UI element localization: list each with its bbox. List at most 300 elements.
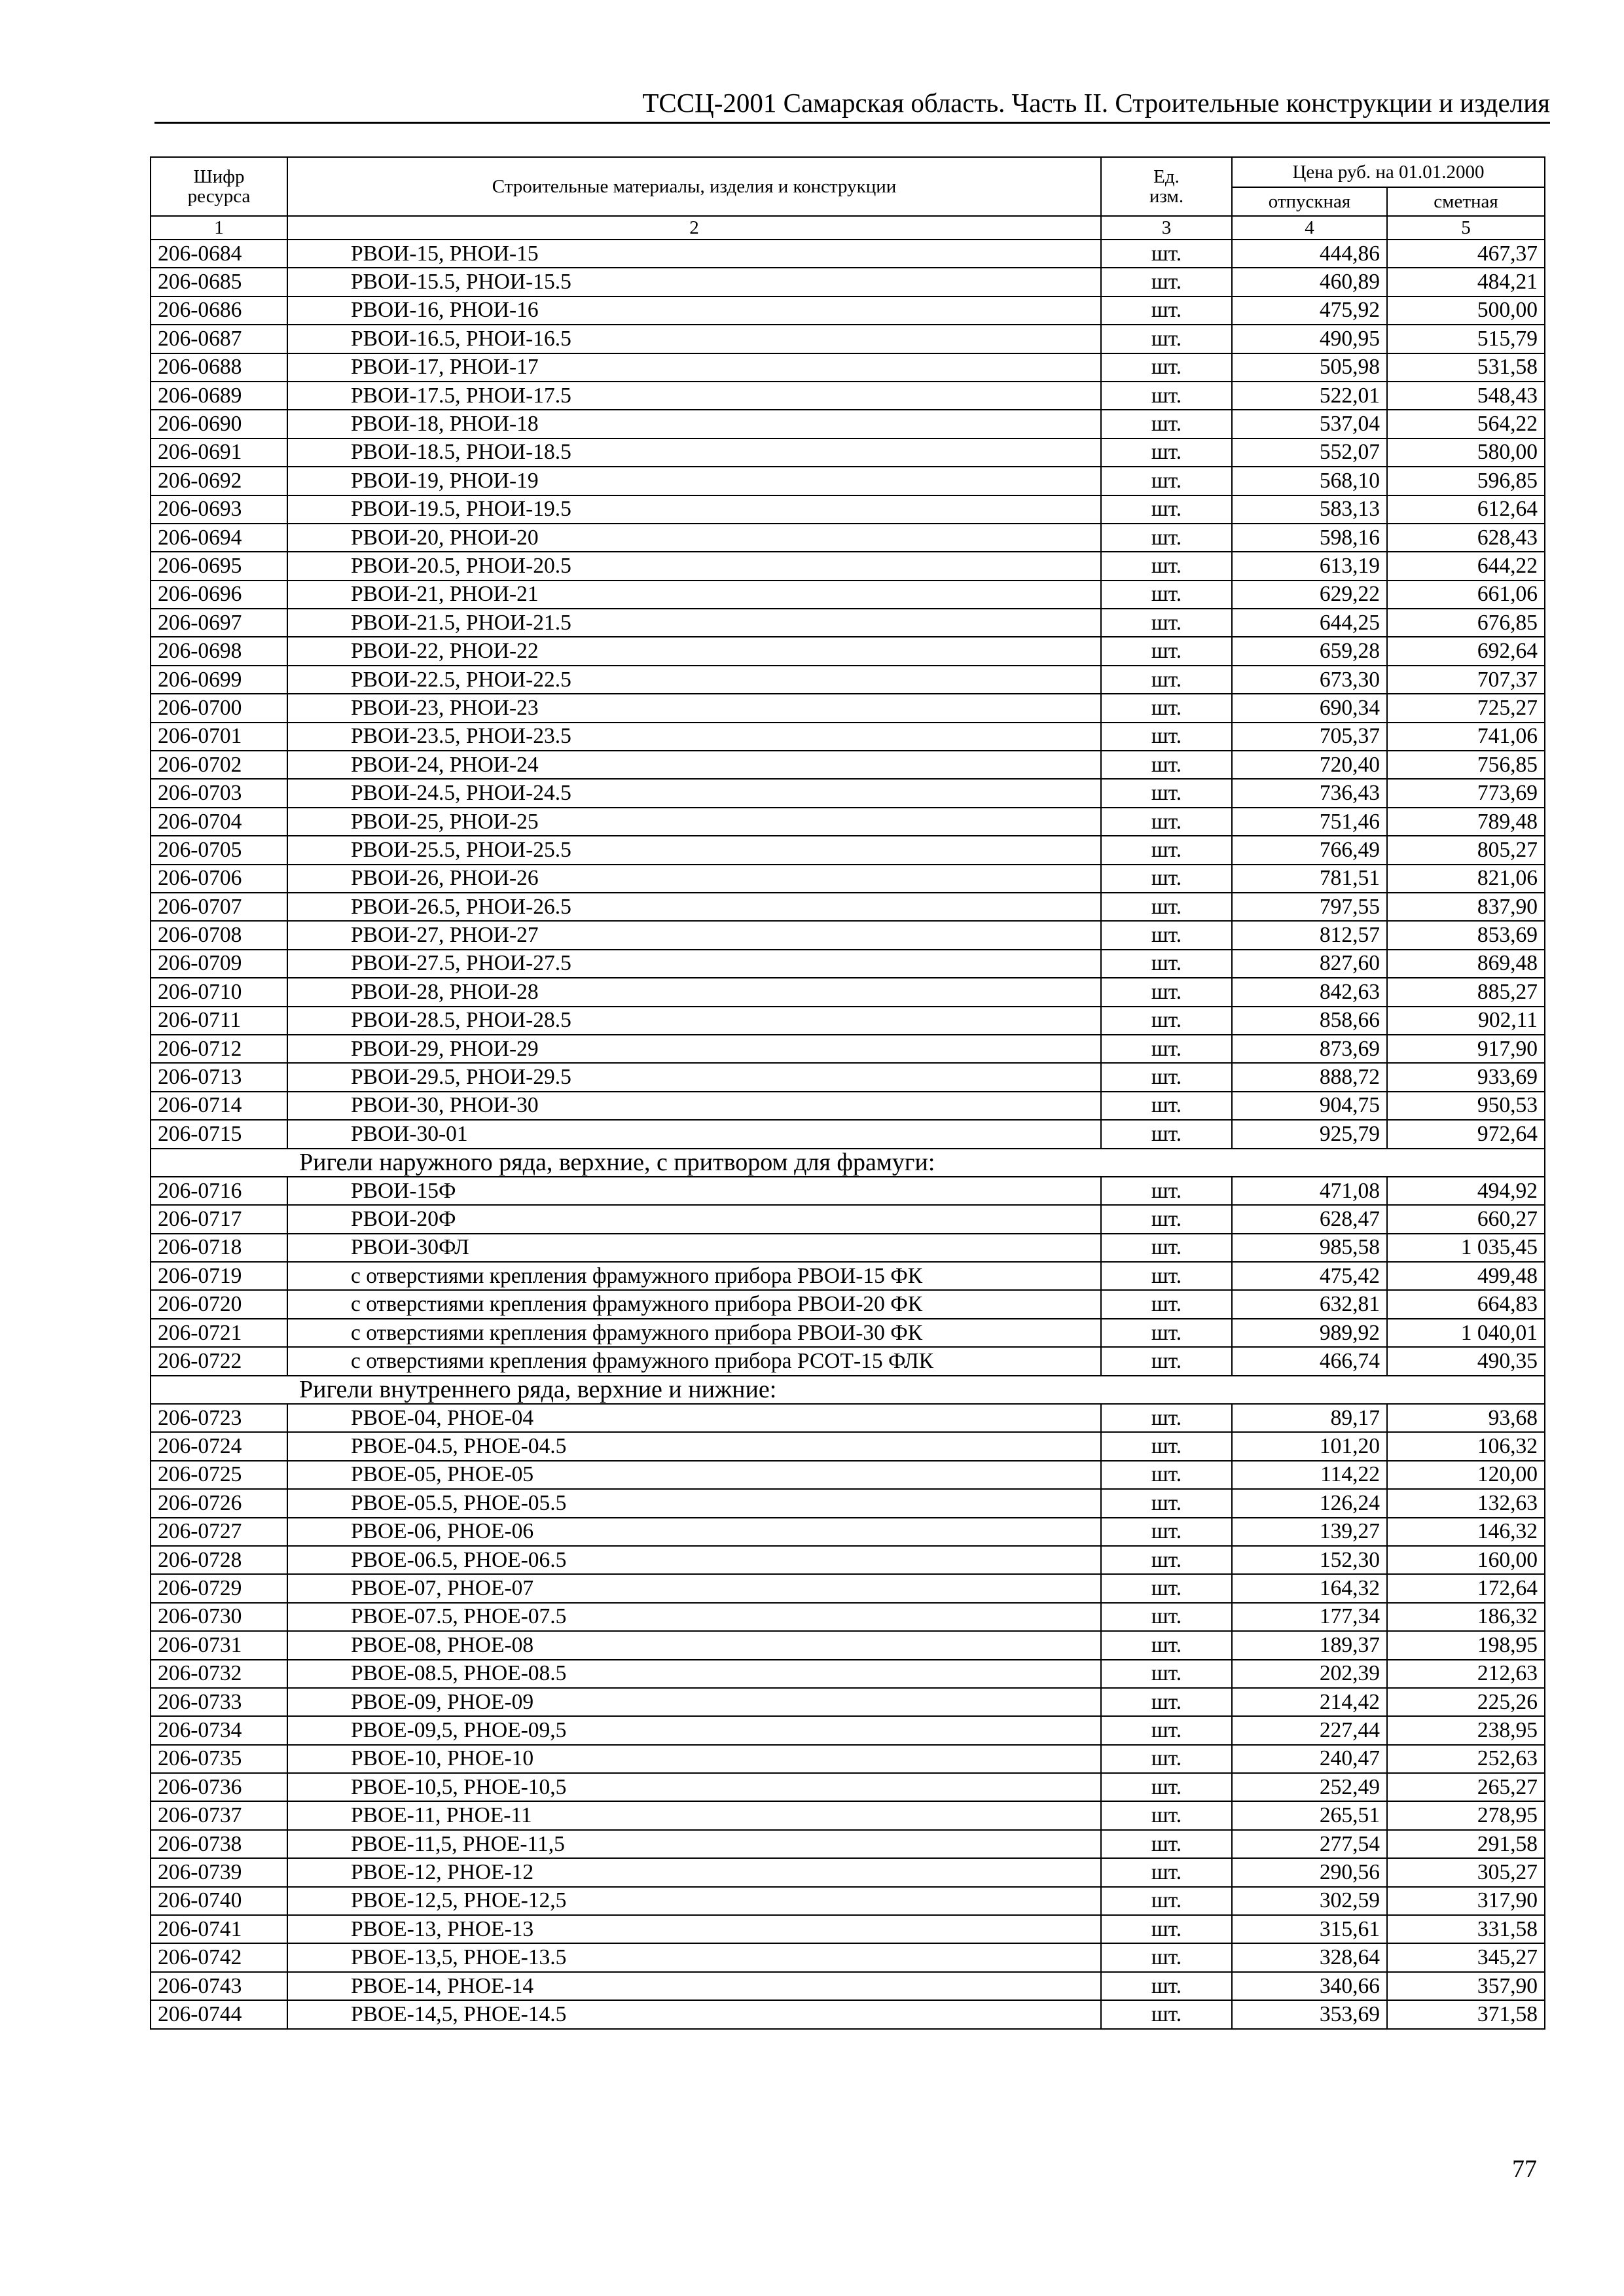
resource-code: 206-0721 — [151, 1319, 287, 1347]
estimate-price: 132,63 — [1387, 1489, 1545, 1517]
unit: шт. — [1101, 1858, 1232, 1886]
release-price: 598,16 — [1232, 524, 1387, 552]
unit: шт. — [1101, 240, 1232, 268]
release-price: 736,43 — [1232, 779, 1387, 807]
estimate-price: 885,27 — [1387, 978, 1545, 1006]
col-number: 3 — [1101, 216, 1232, 240]
release-price: 471,08 — [1232, 1177, 1387, 1205]
unit: шт. — [1101, 524, 1232, 552]
estimate-price: 146,32 — [1387, 1518, 1545, 1546]
unit: шт. — [1101, 296, 1232, 325]
item-name: РВОИ-29, РНОИ-29 — [287, 1035, 1101, 1063]
unit: шт. — [1101, 1404, 1232, 1432]
table-row — [151, 1716, 1545, 1744]
resource-code: 206-0730 — [151, 1603, 287, 1631]
resource-code: 206-0700 — [151, 694, 287, 722]
unit: шт. — [1101, 353, 1232, 382]
col-code-label: Шифр ресурса — [187, 166, 251, 207]
item-name: РВОИ-21.5, РНОИ-21.5 — [287, 609, 1101, 637]
estimate-price: 741,06 — [1387, 723, 1545, 751]
price-table — [150, 156, 1545, 2030]
release-price: 290,56 — [1232, 1858, 1387, 1886]
item-name: РВОИ-19.5, РНОИ-19.5 — [287, 495, 1101, 524]
estimate-price: 331,58 — [1387, 1915, 1545, 1943]
release-price: 629,22 — [1232, 581, 1387, 609]
resource-code: 206-0720 — [151, 1290, 287, 1318]
resource-code: 206-0717 — [151, 1205, 287, 1233]
unit: шт. — [1101, 808, 1232, 836]
col-unit-header — [1101, 157, 1232, 216]
unit: шт. — [1101, 325, 1232, 353]
unit: шт. — [1101, 1915, 1232, 1943]
item-name: РВОИ-28, РНОИ-28 — [287, 978, 1101, 1006]
unit: шт. — [1101, 1063, 1232, 1091]
table-row — [151, 808, 1545, 836]
item-name: РВОИ-22, РНОИ-22 — [287, 637, 1101, 665]
release-price: 460,89 — [1232, 268, 1387, 296]
table-row — [151, 467, 1545, 495]
release-price: 202,39 — [1232, 1660, 1387, 1688]
unit: шт. — [1101, 552, 1232, 580]
resource-code: 206-0693 — [151, 495, 287, 524]
unit: шт. — [1101, 1205, 1232, 1233]
unit: шт. — [1101, 1262, 1232, 1290]
resource-code: 206-0719 — [151, 1262, 287, 1290]
resource-code: 206-0685 — [151, 268, 287, 296]
table-row — [151, 950, 1545, 978]
page-number: 77 — [1512, 2155, 1537, 2183]
release-price: 177,34 — [1232, 1603, 1387, 1631]
unit: шт. — [1101, 495, 1232, 524]
table-row — [151, 1262, 1545, 1290]
unit: шт. — [1101, 1887, 1232, 1915]
table-row — [151, 694, 1545, 722]
item-name: РВОЕ-12,5, РНОЕ-12,5 — [287, 1887, 1101, 1915]
table-row — [151, 1205, 1545, 1233]
item-name: с отверстиями крепления фрамужного прибора РСОТ-15 ФЛК — [287, 1347, 1101, 1375]
release-price: 766,49 — [1232, 836, 1387, 864]
section-row — [151, 1149, 1545, 1177]
item-name: РВОЕ-07, РНОЕ-07 — [287, 1574, 1101, 1602]
resource-code: 206-0714 — [151, 1092, 287, 1120]
resource-code: 206-0691 — [151, 439, 287, 467]
running-header: ТССЦ-2001 Самарская область. Часть II. Строительные конструкции и изделия — [154, 84, 1550, 124]
estimate-price: 484,21 — [1387, 268, 1545, 296]
table-row — [151, 1461, 1545, 1489]
release-price: 466,74 — [1232, 1347, 1387, 1375]
release-price: 505,98 — [1232, 353, 1387, 382]
resource-code: 206-0698 — [151, 637, 287, 665]
estimate-price: 120,00 — [1387, 1461, 1545, 1489]
item-name: РВОИ-25, РНОИ-25 — [287, 808, 1101, 836]
col-number: 2 — [287, 216, 1101, 240]
resource-code: 206-0722 — [151, 1347, 287, 1375]
item-name: РВОИ-27, РНОИ-27 — [287, 921, 1101, 949]
item-name: РВОИ-17, РНОИ-17 — [287, 353, 1101, 382]
table-row — [151, 1688, 1545, 1716]
estimate-price: 676,85 — [1387, 609, 1545, 637]
item-name: РВОИ-24.5, РНОИ-24.5 — [287, 779, 1101, 807]
unit: шт. — [1101, 1660, 1232, 1688]
estimate-price: 198,95 — [1387, 1631, 1545, 1659]
table-row — [151, 865, 1545, 893]
resource-code: 206-0688 — [151, 353, 287, 382]
section-row — [151, 1376, 1545, 1404]
release-price: 552,07 — [1232, 439, 1387, 467]
table-row — [151, 836, 1545, 864]
unit: шт. — [1101, 439, 1232, 467]
item-name: РВОЕ-09,5, РНОЕ-09,5 — [287, 1716, 1101, 1744]
item-name: РВОИ-15Ф — [287, 1177, 1101, 1205]
unit: шт. — [1101, 1120, 1232, 1148]
resource-code: 206-0699 — [151, 666, 287, 694]
table-row — [151, 1063, 1545, 1091]
resource-code: 206-0709 — [151, 950, 287, 978]
estimate-price: 933,69 — [1387, 1063, 1545, 1091]
resource-code: 206-0695 — [151, 552, 287, 580]
release-price: 659,28 — [1232, 637, 1387, 665]
item-name: РВОИ-20Ф — [287, 1205, 1101, 1233]
unit: шт. — [1101, 1546, 1232, 1574]
unit: шт. — [1101, 1347, 1232, 1375]
item-name: РВОИ-25.5, РНОИ-25.5 — [287, 836, 1101, 864]
resource-code: 206-0736 — [151, 1773, 287, 1801]
unit: шт. — [1101, 1603, 1232, 1631]
release-price: 139,27 — [1232, 1518, 1387, 1546]
resource-code: 206-0705 — [151, 836, 287, 864]
resource-code: 206-0692 — [151, 467, 287, 495]
estimate-price: 500,00 — [1387, 296, 1545, 325]
table-row — [151, 1432, 1545, 1460]
col-price-header: Цена руб. на 01.01.2000 — [1232, 157, 1545, 187]
release-price: 302,59 — [1232, 1887, 1387, 1915]
unit: шт. — [1101, 1773, 1232, 1801]
table-row — [151, 1177, 1545, 1205]
release-price: 720,40 — [1232, 751, 1387, 779]
col-release-header: отпускная — [1232, 187, 1387, 216]
table-row — [151, 1887, 1545, 1915]
estimate-price: 707,37 — [1387, 666, 1545, 694]
resource-code: 206-0741 — [151, 1915, 287, 1943]
release-price: 904,75 — [1232, 1092, 1387, 1120]
item-name: РВОЕ-05, РНОЕ-05 — [287, 1461, 1101, 1489]
item-name: РВОИ-22.5, РНОИ-22.5 — [287, 666, 1101, 694]
table-row — [151, 524, 1545, 552]
unit: шт. — [1101, 666, 1232, 694]
estimate-price: 660,27 — [1387, 1205, 1545, 1233]
release-price: 690,34 — [1232, 694, 1387, 722]
release-price: 628,47 — [1232, 1205, 1387, 1233]
release-price: 214,42 — [1232, 1688, 1387, 1716]
resource-code: 206-0711 — [151, 1007, 287, 1035]
estimate-price: 756,85 — [1387, 751, 1545, 779]
resource-code: 206-0696 — [151, 581, 287, 609]
unit: шт. — [1101, 467, 1232, 495]
estimate-price: 821,06 — [1387, 865, 1545, 893]
item-name: с отверстиями крепления фрамужного прибора РВОИ-15 ФК — [287, 1262, 1101, 1290]
item-name: РВОИ-19, РНОИ-19 — [287, 467, 1101, 495]
release-price: 613,19 — [1232, 552, 1387, 580]
table-row — [151, 2000, 1545, 2028]
estimate-price: 531,58 — [1387, 353, 1545, 382]
estimate-price: 596,85 — [1387, 467, 1545, 495]
resource-code: 206-0708 — [151, 921, 287, 949]
table-row — [151, 296, 1545, 325]
resource-code: 206-0697 — [151, 609, 287, 637]
resource-code: 206-0724 — [151, 1432, 287, 1460]
estimate-price: 515,79 — [1387, 325, 1545, 353]
resource-code: 206-0701 — [151, 723, 287, 751]
unit: шт. — [1101, 694, 1232, 722]
estimate-price: 93,68 — [1387, 1404, 1545, 1432]
unit: шт. — [1101, 1745, 1232, 1773]
release-price: 568,10 — [1232, 467, 1387, 495]
estimate-price: 494,92 — [1387, 1177, 1545, 1205]
estimate-price: 664,83 — [1387, 1290, 1545, 1318]
item-name: РВОИ-17.5, РНОИ-17.5 — [287, 382, 1101, 410]
table-row — [151, 382, 1545, 410]
resource-code: 206-0738 — [151, 1830, 287, 1858]
table-row — [151, 1518, 1545, 1546]
col-unit-label: Ед. изм. — [1149, 166, 1184, 207]
release-price: 632,81 — [1232, 1290, 1387, 1318]
resource-code: 206-0729 — [151, 1574, 287, 1602]
resource-code: 206-0731 — [151, 1631, 287, 1659]
resource-code: 206-0694 — [151, 524, 287, 552]
resource-code: 206-0739 — [151, 1858, 287, 1886]
table-row — [151, 751, 1545, 779]
estimate-price: 773,69 — [1387, 779, 1545, 807]
table-row — [151, 779, 1545, 807]
estimate-price: 564,22 — [1387, 410, 1545, 438]
release-price: 858,66 — [1232, 1007, 1387, 1035]
item-name: РВОИ-26.5, РНОИ-26.5 — [287, 893, 1101, 921]
estimate-price: 950,53 — [1387, 1092, 1545, 1120]
table-row — [151, 1830, 1545, 1858]
resource-code: 206-0723 — [151, 1404, 287, 1432]
unit: шт. — [1101, 1035, 1232, 1063]
item-name: РВОЕ-11,5, РНОЕ-11,5 — [287, 1830, 1101, 1858]
estimate-price: 612,64 — [1387, 495, 1545, 524]
release-price: 101,20 — [1232, 1432, 1387, 1460]
col-number: 4 — [1232, 216, 1387, 240]
table-body — [151, 157, 1545, 2029]
release-price: 252,49 — [1232, 1773, 1387, 1801]
estimate-price: 628,43 — [1387, 524, 1545, 552]
estimate-price: 305,27 — [1387, 1858, 1545, 1886]
table-row — [151, 353, 1545, 382]
release-price: 89,17 — [1232, 1404, 1387, 1432]
estimate-price: 172,64 — [1387, 1574, 1545, 1602]
table-row — [151, 1120, 1545, 1148]
resource-code: 206-0716 — [151, 1177, 287, 1205]
estimate-price: 291,58 — [1387, 1830, 1545, 1858]
item-name: РВОЕ-14, РНОЕ-14 — [287, 1972, 1101, 2000]
unit: шт. — [1101, 836, 1232, 864]
unit: шт. — [1101, 1830, 1232, 1858]
table-row — [151, 581, 1545, 609]
unit: шт. — [1101, 723, 1232, 751]
estimate-price: 725,27 — [1387, 694, 1545, 722]
release-price: 673,30 — [1232, 666, 1387, 694]
col-code-header — [151, 157, 287, 216]
release-price: 827,60 — [1232, 950, 1387, 978]
table-row — [151, 1943, 1545, 1971]
item-name: РВОИ-28.5, РНОИ-28.5 — [287, 1007, 1101, 1035]
item-name: РВОИ-23.5, РНОИ-23.5 — [287, 723, 1101, 751]
unit: шт. — [1101, 1234, 1232, 1262]
item-name: РВОЕ-13, РНОЕ-13 — [287, 1915, 1101, 1943]
release-price: 888,72 — [1232, 1063, 1387, 1091]
unit: шт. — [1101, 1461, 1232, 1489]
table-row — [151, 495, 1545, 524]
item-name: РВОЕ-14,5, РНОЕ-14.5 — [287, 2000, 1101, 2028]
unit: шт. — [1101, 893, 1232, 921]
estimate-price: 357,90 — [1387, 1972, 1545, 2000]
estimate-price: 490,35 — [1387, 1347, 1545, 1375]
unit: шт. — [1101, 1972, 1232, 2000]
unit: шт. — [1101, 1688, 1232, 1716]
resource-code: 206-0689 — [151, 382, 287, 410]
table-row — [151, 1092, 1545, 1120]
release-price: 583,13 — [1232, 495, 1387, 524]
item-name: РВОЕ-11, РНОЕ-11 — [287, 1801, 1101, 1829]
unit: шт. — [1101, 1432, 1232, 1460]
resource-code: 206-0686 — [151, 296, 287, 325]
item-name: РВОИ-18.5, РНОИ-18.5 — [287, 439, 1101, 467]
unit: шт. — [1101, 1092, 1232, 1120]
item-name: РВОИ-16.5, РНОИ-16.5 — [287, 325, 1101, 353]
unit: шт. — [1101, 1716, 1232, 1744]
unit: шт. — [1101, 865, 1232, 893]
release-price: 152,30 — [1232, 1546, 1387, 1574]
resource-code: 206-0706 — [151, 865, 287, 893]
item-name: РВОЕ-08.5, РНОЕ-08.5 — [287, 1660, 1101, 1688]
unit: шт. — [1101, 1290, 1232, 1318]
table-row — [151, 1972, 1545, 2000]
header-row — [151, 157, 1545, 187]
item-name: РВОИ-20, РНОИ-20 — [287, 524, 1101, 552]
unit: шт. — [1101, 751, 1232, 779]
table-row — [151, 268, 1545, 296]
resource-code: 206-0690 — [151, 410, 287, 438]
estimate-price: 252,63 — [1387, 1745, 1545, 1773]
table-row — [151, 978, 1545, 1006]
table-row — [151, 1290, 1545, 1318]
resource-code: 206-0727 — [151, 1518, 287, 1546]
estimate-price: 371,58 — [1387, 2000, 1545, 2028]
item-name: РВОИ-30-01 — [287, 1120, 1101, 1148]
table-row — [151, 325, 1545, 353]
release-price: 114,22 — [1232, 1461, 1387, 1489]
unit: шт. — [1101, 382, 1232, 410]
resource-code: 206-0710 — [151, 978, 287, 1006]
release-price: 164,32 — [1232, 1574, 1387, 1602]
release-price: 227,44 — [1232, 1716, 1387, 1744]
resource-code: 206-0734 — [151, 1716, 287, 1744]
estimate-price: 805,27 — [1387, 836, 1545, 864]
estimate-price: 317,90 — [1387, 1887, 1545, 1915]
unit: шт. — [1101, 1177, 1232, 1205]
estimate-price: 238,95 — [1387, 1716, 1545, 1744]
table-row — [151, 1404, 1545, 1432]
table-row — [151, 1801, 1545, 1829]
resource-code: 206-0737 — [151, 1801, 287, 1829]
estimate-price: 186,32 — [1387, 1603, 1545, 1631]
release-price: 873,69 — [1232, 1035, 1387, 1063]
release-price: 490,95 — [1232, 325, 1387, 353]
release-price: 751,46 — [1232, 808, 1387, 836]
release-price: 985,58 — [1232, 1234, 1387, 1262]
table-row — [151, 1603, 1545, 1631]
unit: шт. — [1101, 410, 1232, 438]
table-row — [151, 723, 1545, 751]
col-name-header: Строительные материалы, изделия и конструкции — [287, 157, 1101, 216]
resource-code: 206-0740 — [151, 1887, 287, 1915]
resource-code: 206-0702 — [151, 751, 287, 779]
item-name: с отверстиями крепления фрамужного прибора РВОИ-30 ФК — [287, 1319, 1101, 1347]
table-row — [151, 1574, 1545, 1602]
resource-code: 206-0718 — [151, 1234, 287, 1262]
item-name: РВОИ-15.5, РНОИ-15.5 — [287, 268, 1101, 296]
release-price: 444,86 — [1232, 240, 1387, 268]
item-name: РВОЕ-09, РНОЕ-09 — [287, 1688, 1101, 1716]
resource-code: 206-0703 — [151, 779, 287, 807]
table-row — [151, 1660, 1545, 1688]
resource-code: 206-0732 — [151, 1660, 287, 1688]
resource-code: 206-0715 — [151, 1120, 287, 1148]
resource-code: 206-0707 — [151, 893, 287, 921]
release-price: 315,61 — [1232, 1915, 1387, 1943]
resource-code: 206-0743 — [151, 1972, 287, 2000]
item-name: РВОИ-16, РНОИ-16 — [287, 296, 1101, 325]
item-name: РВОИ-27.5, РНОИ-27.5 — [287, 950, 1101, 978]
release-price: 265,51 — [1232, 1801, 1387, 1829]
item-name: РВОЕ-08, РНОЕ-08 — [287, 1631, 1101, 1659]
estimate-price: 212,63 — [1387, 1660, 1545, 1688]
col-number: 5 — [1387, 216, 1545, 240]
table-row — [151, 439, 1545, 467]
unit: шт. — [1101, 637, 1232, 665]
item-name: РВОИ-21, РНОИ-21 — [287, 581, 1101, 609]
resource-code: 206-0735 — [151, 1745, 287, 1773]
table-row — [151, 1858, 1545, 1886]
unit: шт. — [1101, 581, 1232, 609]
estimate-price: 789,48 — [1387, 808, 1545, 836]
item-name: РВОЕ-06, РНОЕ-06 — [287, 1518, 1101, 1546]
resource-code: 206-0687 — [151, 325, 287, 353]
table-row — [151, 1319, 1545, 1347]
resource-code: 206-0726 — [151, 1489, 287, 1517]
section-title: Ригели внутреннего ряда, верхние и нижние: — [151, 1376, 1545, 1404]
unit: шт. — [1101, 1631, 1232, 1659]
estimate-price: 837,90 — [1387, 893, 1545, 921]
release-price: 812,57 — [1232, 921, 1387, 949]
unit: шт. — [1101, 268, 1232, 296]
item-name: РВОИ-26, РНОИ-26 — [287, 865, 1101, 893]
table-row — [151, 240, 1545, 268]
unit: шт. — [1101, 1801, 1232, 1829]
item-name: РВОИ-15, РНОИ-15 — [287, 240, 1101, 268]
release-price: 781,51 — [1232, 865, 1387, 893]
estimate-price: 265,27 — [1387, 1773, 1545, 1801]
unit: шт. — [1101, 950, 1232, 978]
item-name: РВОЕ-12, РНОЕ-12 — [287, 1858, 1101, 1886]
release-price: 189,37 — [1232, 1631, 1387, 1659]
estimate-price: 106,32 — [1387, 1432, 1545, 1460]
resource-code: 206-0684 — [151, 240, 287, 268]
estimate-price: 1 035,45 — [1387, 1234, 1545, 1262]
